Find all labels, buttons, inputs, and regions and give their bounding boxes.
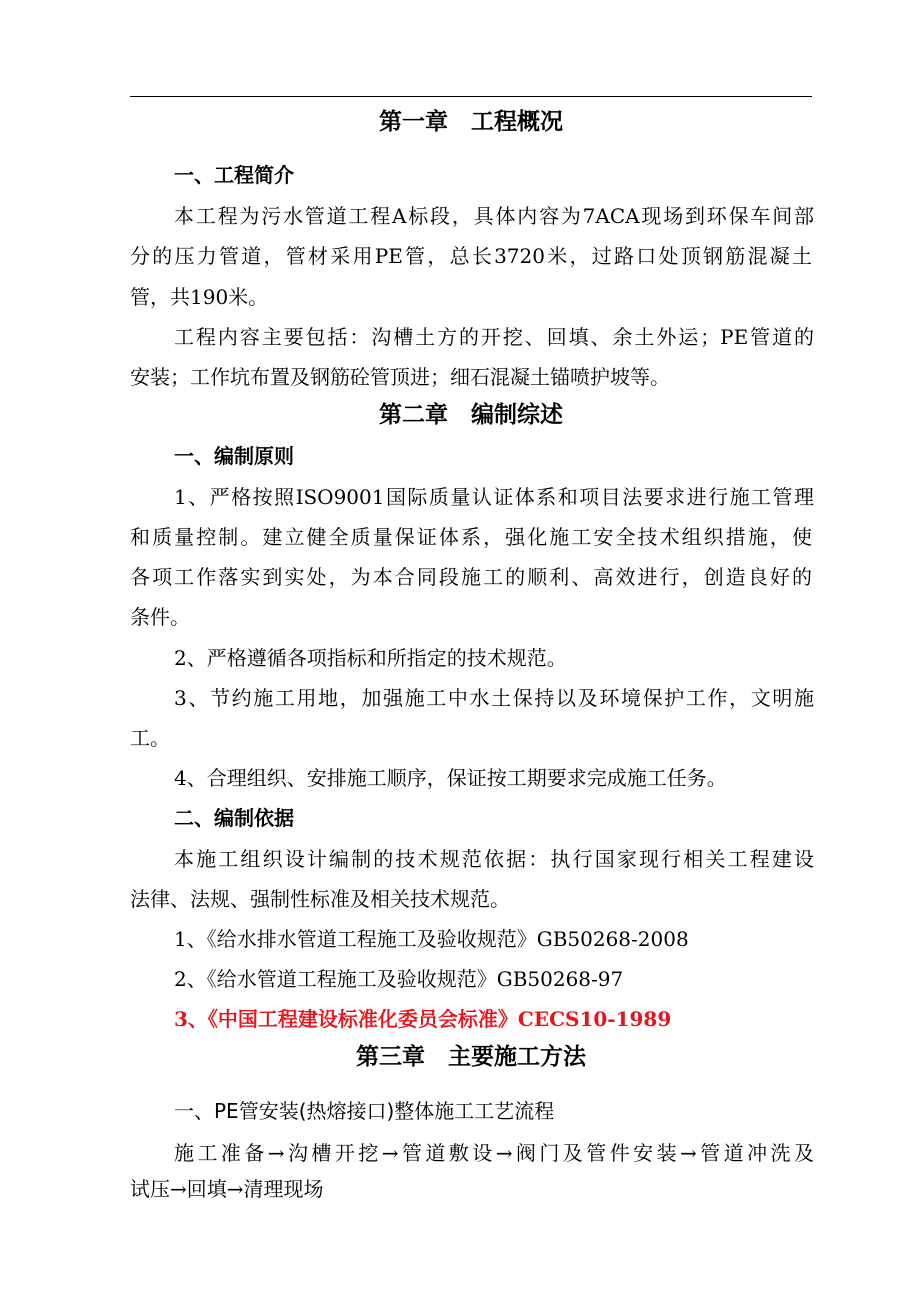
paragraph-line: 工程内容主要包括：沟槽土方的开挖、回填、余土外运；PE管道的	[174, 325, 814, 349]
paragraph-line: 2、严格遵循各项指标和所指定的技术规范。	[174, 646, 567, 670]
section-basis: 二、编制依据	[174, 806, 294, 830]
chapter-1-title: 第一章 工程概况	[379, 109, 563, 135]
chapter-2-title: 第二章 编制综述	[379, 402, 563, 428]
reference-item: 1、《给水排水管道工程施工及验收规范》GB50268-2008	[174, 927, 689, 951]
header-rule	[130, 96, 812, 97]
paragraph-line: 条件。	[130, 605, 190, 629]
paragraph-line: 施工准备→沟槽开挖→管道敷设→阀门及管件安装→管道冲洗及	[174, 1141, 814, 1165]
paragraph-line: 试压→回填→清理现场	[130, 1177, 324, 1201]
paragraph-line: 法律、法规、强制性标准及相关技术规范。	[130, 887, 510, 911]
section-project-intro: 一、工程简介	[174, 163, 294, 187]
reference-item-highlight: 3、《中国工程建设标准化委员会标准》CECS10-1989	[174, 1007, 672, 1031]
paragraph-line: 本工程为污水管道工程A标段，具体内容为7ACA现场到环保车间部	[174, 204, 814, 228]
chapter-3-title: 第三章 主要施工方法	[356, 1044, 586, 1070]
section-principles: 一、编制原则	[174, 444, 294, 468]
paragraph-line: 管，共190米。	[130, 285, 269, 309]
reference-item: 2、《给水管道工程施工及验收规范》GB50268-97	[174, 967, 624, 991]
paragraph-line: 1、严格按照ISO9001国际质量认证体系和项目法要求进行施工管理	[174, 485, 814, 509]
paragraph-line: 和质量控制。建立健全质量保证体系，强化施工安全技术组织措施，使	[130, 525, 812, 549]
section-pe-pipe-flow: 一、PE管安装(热熔接口)整体施工工艺流程	[174, 1099, 555, 1123]
paragraph-line: 4、合理组织、安排施工顺序，保证按工期要求完成施工任务。	[174, 766, 727, 790]
paragraph-line: 分的压力管道，管材采用PE管，总长3720米，过路口处顶钢筋混凝土	[130, 244, 812, 268]
paragraph-line: 3、节约施工用地，加强施工中水土保持以及环境保护工作，文明施	[174, 686, 814, 710]
paragraph-line: 工。	[130, 726, 170, 750]
paragraph-line: 各项工作落实到实处，为本合同段施工的顺利、高效进行，创造良好的	[130, 565, 812, 589]
paragraph-line: 本施工组织设计编制的技术规范依据：执行国家现行相关工程建设	[174, 847, 814, 871]
paragraph-line: 安装；工作坑布置及钢筋砼管顶进；细石混凝土锚喷护坡等。	[130, 365, 670, 389]
